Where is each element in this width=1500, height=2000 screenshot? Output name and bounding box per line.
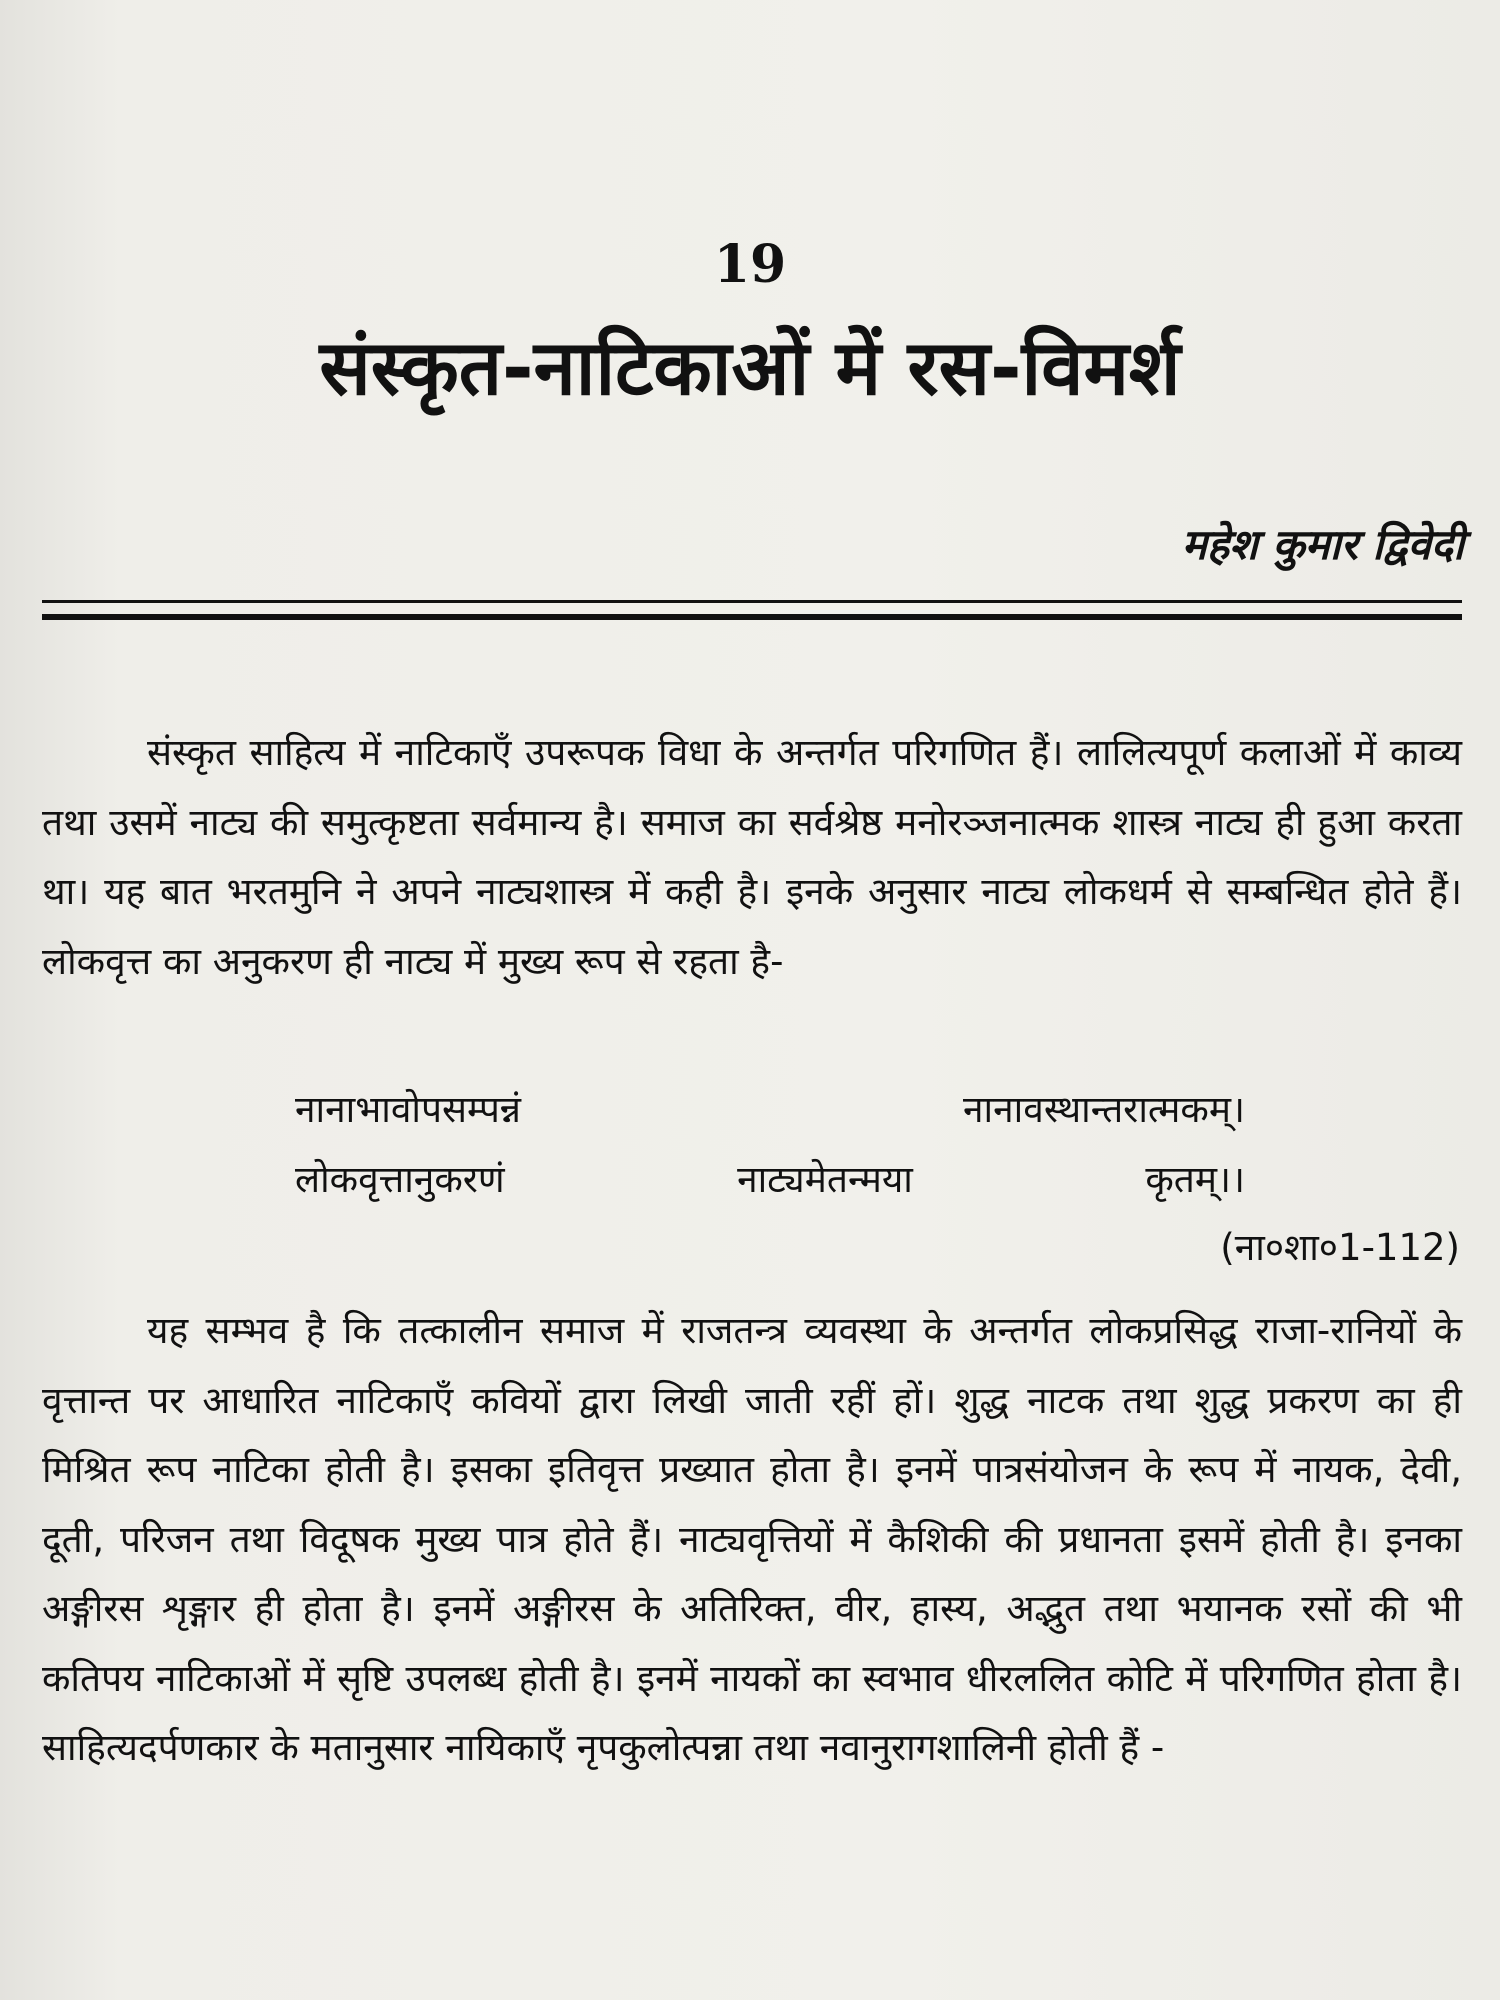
author-name: महेश कुमार द्विवेदी (1181, 520, 1464, 569)
verse-line-2-text: लोकवृत्तानुकरणं नाट्यमेतन्मया कृतम्।। (295, 1158, 1245, 1201)
verse-line-2 (295, 1145, 1245, 1215)
verse-line-1-text: नानाभावोपसम्पन्नं नानावस्थान्तरात्मकम्। (295, 1088, 1245, 1131)
verse-line-1 (295, 1075, 1245, 1145)
verse-citation: (ना०शा०1-112) (1220, 1226, 1460, 1269)
header-rule-thin (42, 600, 1462, 603)
body-paragraph-1: संस्कृत साहित्य में नाटिकाएँ उपरूपक विधा के अन्तर्गत परिगणित हैं। लालित्यपूर्ण कलाओं में काव्य तथा उसमें नाट्य की समुत्कृष्टता सर्वमान्य है। समाज का सर्वश्रेष्ठ मनोरञ्जनात्मक शास्त्र नाट्य ही हुआ करता था। यह बात भरतमुनि ने अपने नाट्यशास्त्र में कही है। इनके अनुसार नाट्य लोकधर्म से सम्बन्धित होते हैं। लोकवृत्त का अनुकरण ही नाट्य में मुख्य रूप से रहता है- (42, 731, 1462, 983)
chapter-title: संस्कृत-नाटिकाओं में रस-विमर्श (319, 323, 1181, 412)
body-paragraph-2: यह सम्भव है कि तत्कालीन समाज में राजतन्त्र व्यवस्था के अन्तर्गत लोकप्रसिद्ध राजा-रानियों के वृत्तान्त पर आधारित नाटिकाएँ कवियों द्वारा लिखी जाती रहीं हों। शुद्ध नाटक तथा शुद्ध प्रकरण का ही मिश्रित रूप नाटिका होती है। इसका इतिवृत्त प्रख्यात होता है। इनमें पात्रसंयोजन के रूप में नायक, देवी, दूती, परिजन तथा विदूषक मुख्य पात्र होते हैं। नाट्यवृत्तियों में कैशिकी की प्रधानता इसमें होती है। इनका अङ्गीरस शृङ्गार ही होता है। इनमें अङ्गीरस के अतिरिक्त, वीर, हास्य, अद्भुत तथा भयानक रसों की भी कतिपय नाटिकाओं में सृष्टि उपलब्ध होती है। इनमें नायकों का स्वभाव धीरललित कोटि में परिगणित होता है। साहित्यदर्पणकार के मतानुसार नायिकाएँ नृपकुलोत्पन्ना तथा नवानुरागशालिनी होती हैं - (42, 1309, 1462, 1769)
header-rule-thick (42, 614, 1462, 620)
chapter-number: 19 (713, 234, 787, 295)
